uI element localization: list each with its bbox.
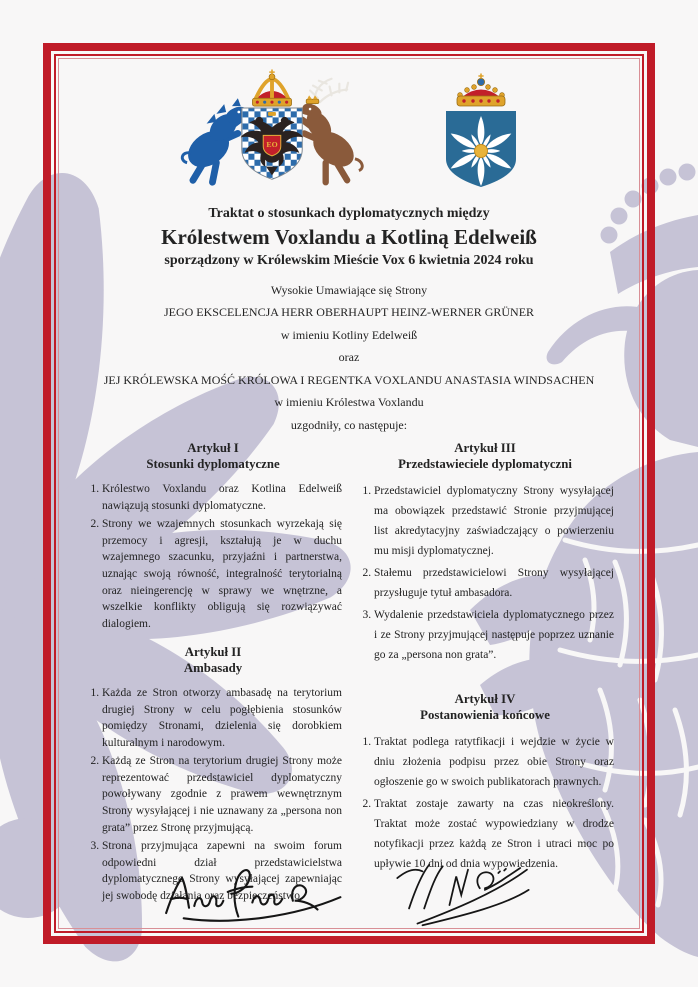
article-1-list — [84, 481, 342, 632]
article-3-item: 1. Przedstawiciel dyplomatyczny Strony wysyłającej ma obowiązek przedstawić Stronie przyjmującej list akredytacyjny zaświadczający o powierzeniu mu misji dyplomatycznej. — [374, 481, 614, 561]
article-3-number: Artykuł III — [454, 441, 516, 456]
article-4-item: 2. Traktat zostaje zawarty na czas nieokreślony. Traktat może zostać wypowiedziany w drodze notyfikacji przez każdą ze Stron i utraci moc po upływie 10 dni od dnia wypowiedzenia. — [374, 794, 614, 874]
document-content — [62, 57, 636, 932]
preamble-on-behalf-voxland: w imieniu Królestwa Voxlandu — [274, 395, 424, 410]
article-3-list — [356, 481, 614, 665]
article-1-heading — [84, 440, 342, 472]
article-3-title: Przedstawieciele dyplomatyczni — [398, 457, 572, 472]
document-title — [62, 205, 636, 270]
signature-anastasia — [150, 862, 360, 928]
article-2-item: 3. Strona przyjmująca zapewni na swoim forum odpowiedni dział przedstawicielstwa dyplomatycznego Strony wysyłającej zapewniając jej swobodę działania oraz bezpieczeństwo. — [102, 838, 342, 904]
article-3-heading — [356, 440, 614, 472]
preamble-on-behalf-edelweiss: w imieniu Kotliny Edelweiß — [280, 327, 418, 342]
preamble-signatory-edelweiss: JEGO EKSCELENCJA HERR OBERHAUPT HEINZ-WERNER GRÜNER — [163, 305, 535, 320]
article-1-title: Stosunki dyplomatyczne — [146, 457, 280, 472]
article-4-heading — [356, 691, 614, 723]
preamble — [62, 283, 636, 433]
articles-left-column — [84, 440, 342, 906]
preamble-oraz: oraz — [338, 350, 360, 365]
edelweiss-crown-icon — [457, 74, 505, 107]
title-line-3: sporządzony w Królewskim Mieście Vox 6 kwietnia 2024 roku — [164, 252, 534, 268]
articles-right-column — [356, 440, 614, 906]
preamble-signatory-voxland: JEJ KRÓLEWSKA MOŚĆ KRÓLOWA I REGENTKA VOXLANDU ANASTASIA WINDSACHEN — [103, 372, 595, 387]
svg-text:EO: EO — [266, 140, 278, 150]
article-4-number: Artykuł IV — [454, 692, 516, 707]
signature-gruner — [372, 856, 532, 928]
article-2-title: Ambasady — [183, 661, 243, 676]
royal-crown-icon — [252, 69, 291, 106]
article-1-item: 2. Strony we wzajemnych stosunkach wyrzekają się przemocy i agresji, kształują je w duchu wzajemnego szacunku, przyjaźni i partnerstwa, uznając swoją równość, integralność terytorialną oraz nieingerencję w sprawy we wnętrzne, a wszelkie konflikty obligują się rozwiązywać dialogiem. — [102, 516, 342, 632]
article-3-item: 2. Stałemu przedstawicielowi Strony wysyłającej przysługuje tytuł ambasadora. — [374, 563, 614, 603]
article-3-item: 3. Wydalenie przedstawiciela dyplomatycznego przez i ze Strony przyjmującej następuje poprzez uznanie go za „persona non grata”. — [374, 605, 614, 665]
preamble-agreement: uzgodniły, co następuje: — [290, 417, 408, 432]
title-line-2: Królestwem Voxlandu a Kotliną Edelweiß — [161, 225, 537, 250]
article-2-heading — [84, 644, 342, 676]
stag-supporter — [298, 79, 363, 182]
voxland-shield — [241, 108, 303, 179]
article-2-item: 2. Każdą ze Stron na terytorium drugiej Strony może reprezentować przedstawiciel dyplomatyczny powoływany zgodnie z prawem wewnętrznym Strony wysyłającej i nie uznawany za „persona non grata” przez Stronę przyjmującą. — [102, 753, 342, 836]
voxland-coat-of-arms-icon — [161, 69, 383, 191]
coat-of-arms-row — [62, 69, 636, 191]
preamble-parties: Wysokie Umawiające się Strony — [270, 282, 428, 297]
article-2-item: 1. Każda ze Stron otworzy ambasadę na terytorium drugiej Strony w celu pogłębienia stosunków pomiędzy Stronami, dzielenia się dorobkiem kulturalnym i narodowym. — [102, 685, 342, 751]
article-4-item: 1. Traktat podlega ratytfikacji i wejdzie w życie w dniu złożenia podpisu przez obie Strony oraz ogłoszenie go w swoich publikatorach prawnych. — [374, 732, 614, 792]
article-1-number: Artykuł I — [187, 441, 239, 456]
edelweiss-coat-of-arms-icon — [425, 73, 537, 191]
article-1-item: 1. Królestwo Voxlandu oraz Kotlina Edelweiß nawiązują stosunki dyplomatyczne. — [102, 481, 342, 514]
articles-section — [84, 440, 614, 906]
article-4-title: Postanowienia końcowe — [420, 708, 550, 723]
article-2-number: Artykuł II — [184, 645, 242, 660]
article-4-list — [356, 732, 614, 874]
title-line-1: Traktat o stosunkach dyplomatycznych między — [208, 206, 490, 221]
